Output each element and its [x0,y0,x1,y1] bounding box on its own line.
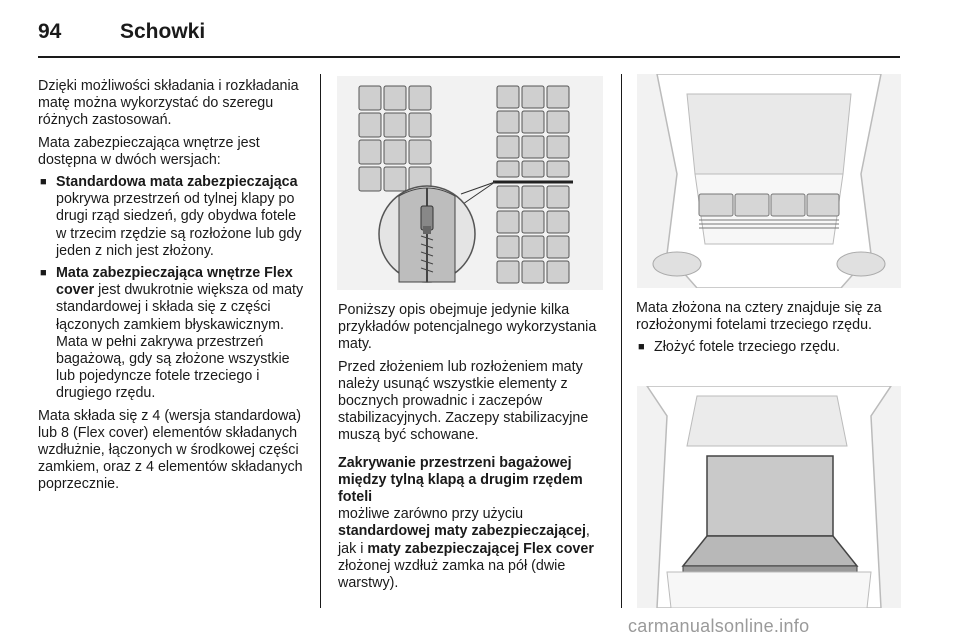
intro-paragraph: Dzięki możliwości składania i rozkładania matę można wykorzystać do szeregu różnych zastosowań. [38,78,299,129]
folded-position-paragraph: Mata złożona na cztery znajduje się za rozłożonymi fotelami trzeciego rzędu. [636,300,882,334]
bullet-fold-seats: ■ Złożyć fotele trzeciego rzędu. [636,339,901,356]
cover-text-d: złożonej wzdłuż zamka na pół (dwie warstwy). [338,557,566,592]
mat-zipper-illustration [337,76,603,290]
cover-bold-flex: maty zabezpieczającej Flex cover [367,540,594,557]
cover-text-c: , jak i [338,523,590,557]
examples-paragraph: Poniższy opis obejmuje jedynie kilka przykładów potencjalnego wykorzystania maty. [338,302,597,353]
column-divider-right [621,74,622,608]
cover-paragraph [338,506,608,592]
bullet-standard-mat [38,174,310,260]
page-header [38,18,900,58]
watermark: carmanualsonline.info [628,616,810,636]
column-left [38,78,310,499]
header-rule [38,56,900,58]
section-title: Schowki [120,20,206,43]
flat-mat-trunk-illustration [637,386,901,608]
bullet-flex-cover-text: jest dwukrotnie większa od maty standardowej i składa się z części łączonych zamkiem błyskawicznym. Mata w pełni zakrywa przestrzeń bagażową, gdy są złożone wszystkie lub pojedyncze fotele trzeciego i drugiego rzędu. [56,282,304,402]
cover-heading: Zakrywanie przestrzeni bagażowej między tylną klapą a drugim rzędem foteli [338,454,583,506]
elements-paragraph: Mata składa się z 4 (wersja standardowa) lub 8 (Flex cover) elementów składanych wzdłużnie, łączonych w środkowej części zamkiem, oraz z 4 elementów składanych poprzecznie. [38,407,303,493]
bullet-flex-cover-title: Mata zabezpieczająca wnętrze Flex cover [56,265,293,299]
folded-mat-car-illustration [637,74,901,288]
column-right [636,300,901,362]
versions-paragraph: Mata zabezpieczająca wnętrze jest dostępna w dwóch wersjach: [38,134,260,168]
bullet-standard-mat-title: Standardowa mata zabezpieczająca [56,174,298,191]
bullet-flex-cover [38,265,310,403]
cover-bold-standard: standardowej maty zabezpieczającej [338,523,586,540]
column-divider-left [320,74,321,608]
cover-text-a: możliwe zarówno przy użyciu [338,506,524,523]
column-middle [338,302,608,597]
page-number: 94 [38,20,62,43]
bullet-standard-mat-text: pokrywa przestrzeń od tylnej klapy po drugi rząd siedzeń, gdy obydwa fotele w trzecim rzędzie są rozłożone lub gdy jeden z nich jest złożony. [56,191,302,259]
preparation-paragraph: Przed złożeniem lub rozłożeniem maty należy usunąć wszystkie elementy z bocznych prowadnic i zaczepów stabilizacyjnych. Zaczepy stabilizacyjne muszą być schowane. [338,358,589,444]
